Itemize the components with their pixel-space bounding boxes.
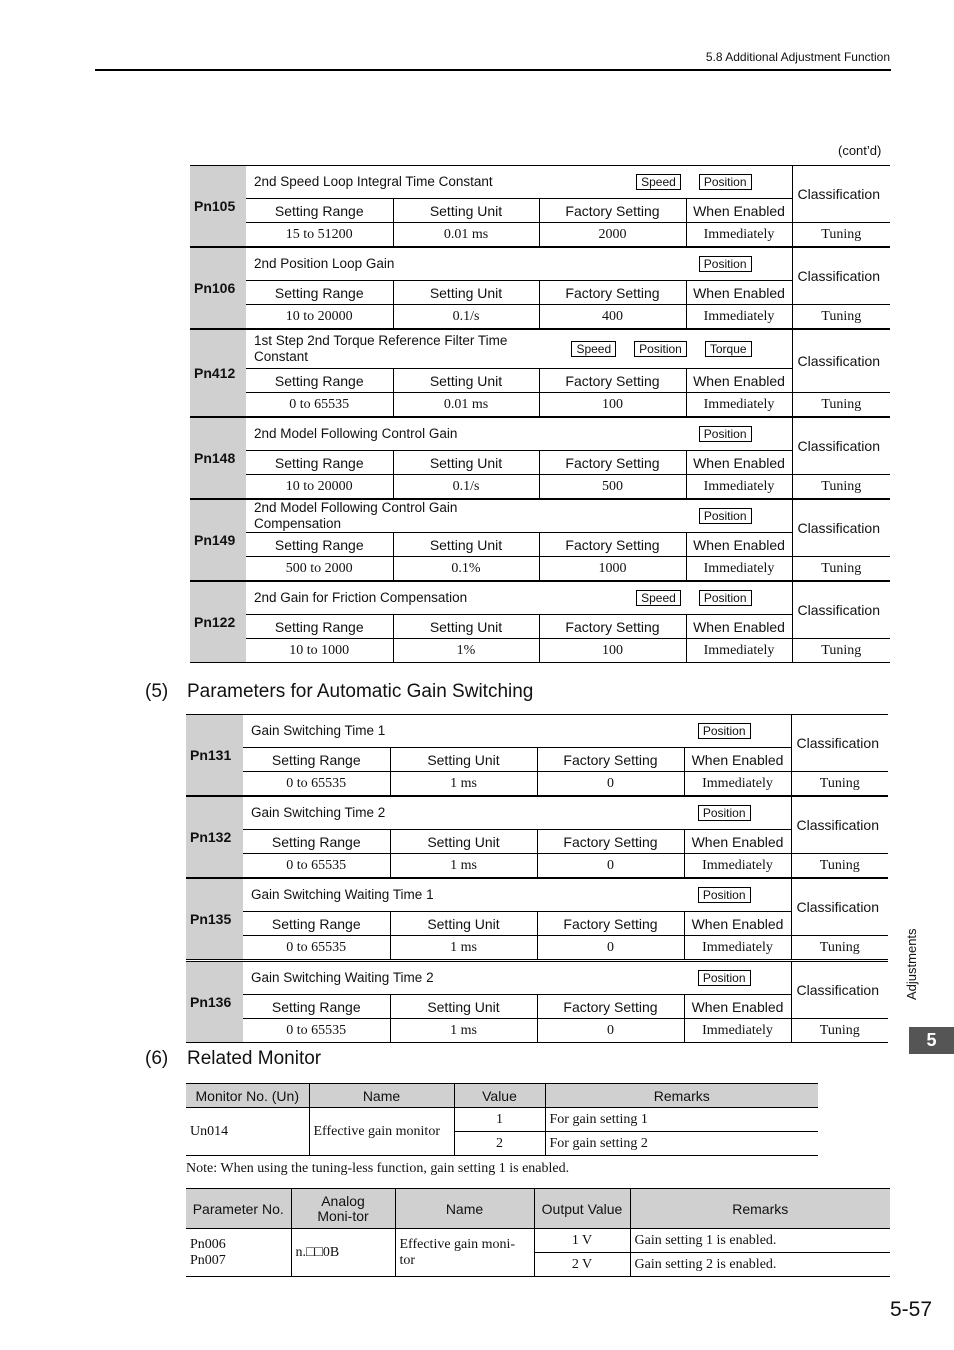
classification-label: Classification <box>792 248 890 305</box>
setting-unit-label: Setting Unit <box>393 615 539 639</box>
setting-range-label: Setting Range <box>246 199 393 223</box>
analog-header-monitor-text: Analog Moni-tor <box>317 1192 369 1224</box>
chapter-tab: 5 <box>909 1027 954 1054</box>
setting-range-label: Setting Range <box>243 748 390 772</box>
setting-unit-value: 1 ms <box>390 936 537 960</box>
param-number: Pn148 <box>190 418 246 499</box>
param-table-pn106 <box>190 247 890 329</box>
classification-value: Tuning <box>792 305 890 329</box>
param-table-pn122 <box>190 581 890 663</box>
param-table-pn132 <box>186 796 888 878</box>
param-number: Pn135 <box>186 879 243 960</box>
factory-setting-label: Factory Setting <box>539 615 686 639</box>
factory-setting-label: Factory Setting <box>537 748 684 772</box>
classification-value: Tuning <box>791 772 888 796</box>
param-name: Gain Switching Waiting Time 1 <box>251 887 434 902</box>
classification-value: Tuning <box>791 936 888 960</box>
monitor-name: Effective gain monitor <box>309 1108 454 1156</box>
mode-tag-speed: Speed <box>636 174 681 190</box>
section-6-text: Related Monitor <box>187 1048 322 1069</box>
classification-value: Tuning <box>791 1019 888 1043</box>
setting-unit-label: Setting Unit <box>393 533 539 557</box>
setting-unit-value: 1 ms <box>390 854 537 878</box>
header-rule <box>95 69 891 71</box>
when-enabled-label: When Enabled <box>686 369 792 393</box>
setting-range-value: 10 to 1000 <box>246 639 393 663</box>
param-table-pn136 <box>186 961 888 1043</box>
monitor-header-value: Value <box>454 1084 545 1108</box>
classification-label: Classification <box>791 715 888 772</box>
factory-setting-value: 1000 <box>539 557 686 581</box>
setting-range-label: Setting Range <box>246 533 393 557</box>
control-mode-tags <box>698 887 787 903</box>
setting-range-label: Setting Range <box>246 451 393 475</box>
setting-unit-label: Setting Unit <box>390 995 537 1019</box>
analog-output-1: 1 V <box>534 1229 630 1253</box>
running-header: 5.8 Additional Adjustment Function <box>705 50 890 64</box>
factory-setting-value: 500 <box>539 475 686 499</box>
setting-range-value: 0 to 65535 <box>243 936 390 960</box>
monitor-header-no: Monitor No. (Un) <box>186 1084 309 1108</box>
monitor-no: Un014 <box>186 1108 309 1156</box>
factory-setting-label: Factory Setting <box>539 451 686 475</box>
param-number: Pn106 <box>190 248 246 329</box>
classification-value: Tuning <box>792 557 890 581</box>
factory-setting-label: Factory Setting <box>537 995 684 1019</box>
analog-header-output: Output Value <box>534 1189 630 1229</box>
monitor-remark-2: For gain setting 2 <box>545 1132 818 1156</box>
when-enabled-label: When Enabled <box>684 830 791 854</box>
when-enabled-value: Immediately <box>684 772 791 796</box>
analog-param-no-1: Pn006 <box>190 1236 226 1252</box>
classification-label: Classification <box>791 797 888 854</box>
classification-value: Tuning <box>792 223 890 247</box>
when-enabled-label: When Enabled <box>686 533 792 557</box>
analog-header-remarks: Remarks <box>630 1189 890 1229</box>
classification-label: Classification <box>792 582 890 639</box>
setting-range-value: 0 to 65535 <box>243 1019 390 1043</box>
setting-unit-value: 1 ms <box>390 772 537 796</box>
when-enabled-label: When Enabled <box>686 199 792 223</box>
monitor-remark-1: For gain setting 1 <box>545 1108 818 1132</box>
classification-label: Classification <box>791 879 888 936</box>
classification-label: Classification <box>792 500 890 557</box>
section-6-title <box>145 1048 321 1070</box>
setting-range-value: 500 to 2000 <box>246 557 393 581</box>
setting-range-value: 0 to 65535 <box>243 854 390 878</box>
setting-unit-label: Setting Unit <box>393 369 539 393</box>
param-number: Pn132 <box>186 797 243 878</box>
classification-label: Classification <box>792 330 890 393</box>
mode-tag-position: Position <box>634 341 687 357</box>
monitor-header-name: Name <box>309 1084 454 1108</box>
control-mode-tags <box>699 508 788 524</box>
when-enabled-value: Immediately <box>686 305 792 329</box>
mode-tag-position: Position <box>699 590 752 606</box>
when-enabled-label: When Enabled <box>686 451 792 475</box>
param-name-cell <box>243 879 791 912</box>
setting-range-value: 10 to 20000 <box>246 475 393 499</box>
setting-unit-label: Setting Unit <box>390 830 537 854</box>
factory-setting-value: 0 <box>537 936 684 960</box>
setting-unit-label: Setting Unit <box>390 748 537 772</box>
when-enabled-value: Immediately <box>684 936 791 960</box>
mode-tag-position: Position <box>698 970 751 986</box>
mode-tag-position: Position <box>699 426 752 442</box>
param-name-cell <box>246 248 792 281</box>
mode-tag-position: Position <box>699 508 752 524</box>
control-mode-tags <box>571 341 787 357</box>
param-table-pn105 <box>190 165 890 247</box>
when-enabled-label: When Enabled <box>684 748 791 772</box>
factory-setting-label: Factory Setting <box>539 369 686 393</box>
param-table-pn412 <box>190 329 890 417</box>
control-mode-tags <box>699 426 788 442</box>
param-number: Pn412 <box>190 330 246 417</box>
param-name-cell <box>246 330 792 369</box>
factory-setting-label: Factory Setting <box>539 533 686 557</box>
param-number: Pn136 <box>186 962 243 1043</box>
when-enabled-label: When Enabled <box>686 615 792 639</box>
setting-unit-label: Setting Unit <box>393 199 539 223</box>
mode-tag-position: Position <box>698 723 751 739</box>
classification-label: Classification <box>792 418 890 475</box>
mode-tag-position: Position <box>699 174 752 190</box>
setting-range-label: Setting Range <box>246 369 393 393</box>
setting-range-label: Setting Range <box>243 830 390 854</box>
analog-monitor-value: n.□□0B <box>291 1229 395 1277</box>
analog-param-no <box>186 1229 291 1277</box>
param-name-cell <box>243 962 791 995</box>
setting-range-label: Setting Range <box>246 281 393 305</box>
setting-unit-value: 0.1% <box>393 557 539 581</box>
setting-unit-value: 0.1/s <box>393 305 539 329</box>
param-number: Pn149 <box>190 500 246 581</box>
control-mode-tags <box>636 590 787 606</box>
factory-setting-value: 0 <box>537 854 684 878</box>
factory-setting-label: Factory Setting <box>539 199 686 223</box>
control-mode-tags <box>698 970 787 986</box>
control-mode-tags <box>636 174 787 190</box>
param-table-pn149 <box>190 499 890 581</box>
analog-header-name: Name <box>395 1189 534 1229</box>
setting-range-value: 10 to 20000 <box>246 305 393 329</box>
when-enabled-value: Immediately <box>686 475 792 499</box>
param-name-cell <box>246 500 792 533</box>
setting-range-label: Setting Range <box>243 995 390 1019</box>
param-name: 2nd Gain for Friction Compensation <box>254 590 468 605</box>
when-enabled-value: Immediately <box>686 639 792 663</box>
mode-tag-torque: Torque <box>705 341 752 357</box>
page-number: 5-57 <box>889 1298 932 1321</box>
classification-label: Classification <box>791 962 888 1019</box>
param-name: Gain Switching Time 1 <box>251 723 386 738</box>
setting-range-value: 0 to 65535 <box>243 772 390 796</box>
factory-setting-label: Factory Setting <box>539 281 686 305</box>
setting-unit-value: 1 ms <box>390 1019 537 1043</box>
contd-label: (cont’d) <box>838 143 882 158</box>
section-5-number: (5) <box>145 681 169 702</box>
param-name: 2nd Speed Loop Integral Time Constant <box>254 174 493 189</box>
setting-unit-value: 1% <box>393 639 539 663</box>
control-mode-tags <box>698 723 787 739</box>
analog-monitor-table <box>186 1188 890 1277</box>
section-5-title <box>145 681 533 703</box>
mode-tag-speed: Speed <box>571 341 616 357</box>
note-text: Note: When using the tuning-less function, gain setting 1 is enabled. <box>186 1161 570 1176</box>
when-enabled-label: When Enabled <box>686 281 792 305</box>
monitor-value-2: 2 <box>454 1132 545 1156</box>
factory-setting-value: 400 <box>539 305 686 329</box>
param-table-pn135 <box>186 878 888 960</box>
param-number: Pn105 <box>190 166 246 247</box>
setting-unit-value: 0.1/s <box>393 475 539 499</box>
setting-range-value: 15 to 51200 <box>246 223 393 247</box>
control-mode-tags <box>698 805 787 821</box>
setting-unit-label: Setting Unit <box>390 912 537 936</box>
param-name: 2nd Model Following Control Gain <box>254 426 458 441</box>
when-enabled-value: Immediately <box>686 223 792 247</box>
param-name-cell <box>243 715 791 748</box>
when-enabled-value: Immediately <box>684 1019 791 1043</box>
section-5-text: Parameters for Automatic Gain Switching <box>187 681 534 702</box>
when-enabled-label: When Enabled <box>684 995 791 1019</box>
monitor-value-1: 1 <box>454 1108 545 1132</box>
factory-setting-label: Factory Setting <box>537 912 684 936</box>
setting-unit-label: Setting Unit <box>393 451 539 475</box>
classification-value: Tuning <box>791 854 888 878</box>
setting-unit-value: 0.01 ms <box>393 223 539 247</box>
param-name-cell <box>243 797 791 830</box>
classification-value: Tuning <box>792 639 890 663</box>
section-6-number: (6) <box>145 1048 169 1069</box>
factory-setting-value: 0 <box>537 1019 684 1043</box>
param-name-cell <box>246 166 792 199</box>
when-enabled-value: Immediately <box>686 393 792 417</box>
param-name: 2nd Model Following Control Gain Compensation <box>254 500 458 531</box>
setting-unit-label: Setting Unit <box>393 281 539 305</box>
param-table-pn148 <box>190 417 890 499</box>
param-name: 2nd Position Loop Gain <box>254 256 395 271</box>
factory-setting-value: 2000 <box>539 223 686 247</box>
factory-setting-label: Factory Setting <box>537 830 684 854</box>
param-name-cell <box>246 582 792 615</box>
mode-tag-position: Position <box>698 805 751 821</box>
setting-range-value: 0 to 65535 <box>246 393 393 417</box>
classification-label: Classification <box>792 166 890 223</box>
side-label <box>902 900 922 1020</box>
param-name: Gain Switching Waiting Time 2 <box>251 970 434 985</box>
monitor-table <box>186 1083 818 1156</box>
factory-setting-value: 100 <box>539 393 686 417</box>
param-number: Pn122 <box>190 582 246 663</box>
param-name: 1st Step 2nd Torque Reference Filter Time Constant <box>254 333 508 364</box>
param-number: Pn131 <box>186 715 243 796</box>
setting-range-label: Setting Range <box>243 912 390 936</box>
analog-param-no-2: Pn007 <box>190 1252 226 1268</box>
analog-remark-1: Gain setting 1 is enabled. <box>630 1229 890 1253</box>
classification-value: Tuning <box>792 393 890 417</box>
factory-setting-value: 0 <box>537 772 684 796</box>
analog-name: Effective gain moni-tor <box>395 1229 534 1277</box>
analog-header-param: Parameter No. <box>186 1189 291 1229</box>
monitor-header-remarks: Remarks <box>545 1084 818 1108</box>
classification-value: Tuning <box>792 475 890 499</box>
mode-tag-speed: Speed <box>636 590 681 606</box>
side-label-text: Adjustments <box>904 928 919 1000</box>
mode-tag-position: Position <box>698 887 751 903</box>
control-mode-tags <box>699 256 788 272</box>
setting-unit-value: 0.01 ms <box>393 393 539 417</box>
param-name-cell <box>246 418 792 451</box>
factory-setting-value: 100 <box>539 639 686 663</box>
analog-output-2: 2 V <box>534 1253 630 1277</box>
analog-remark-2: Gain setting 2 is enabled. <box>630 1253 890 1277</box>
analog-header-monitor <box>291 1189 395 1229</box>
when-enabled-label: When Enabled <box>684 912 791 936</box>
setting-range-label: Setting Range <box>246 615 393 639</box>
mode-tag-position: Position <box>699 256 752 272</box>
when-enabled-value: Immediately <box>684 854 791 878</box>
param-name: Gain Switching Time 2 <box>251 805 386 820</box>
param-table-pn131 <box>186 714 888 796</box>
when-enabled-value: Immediately <box>686 557 792 581</box>
